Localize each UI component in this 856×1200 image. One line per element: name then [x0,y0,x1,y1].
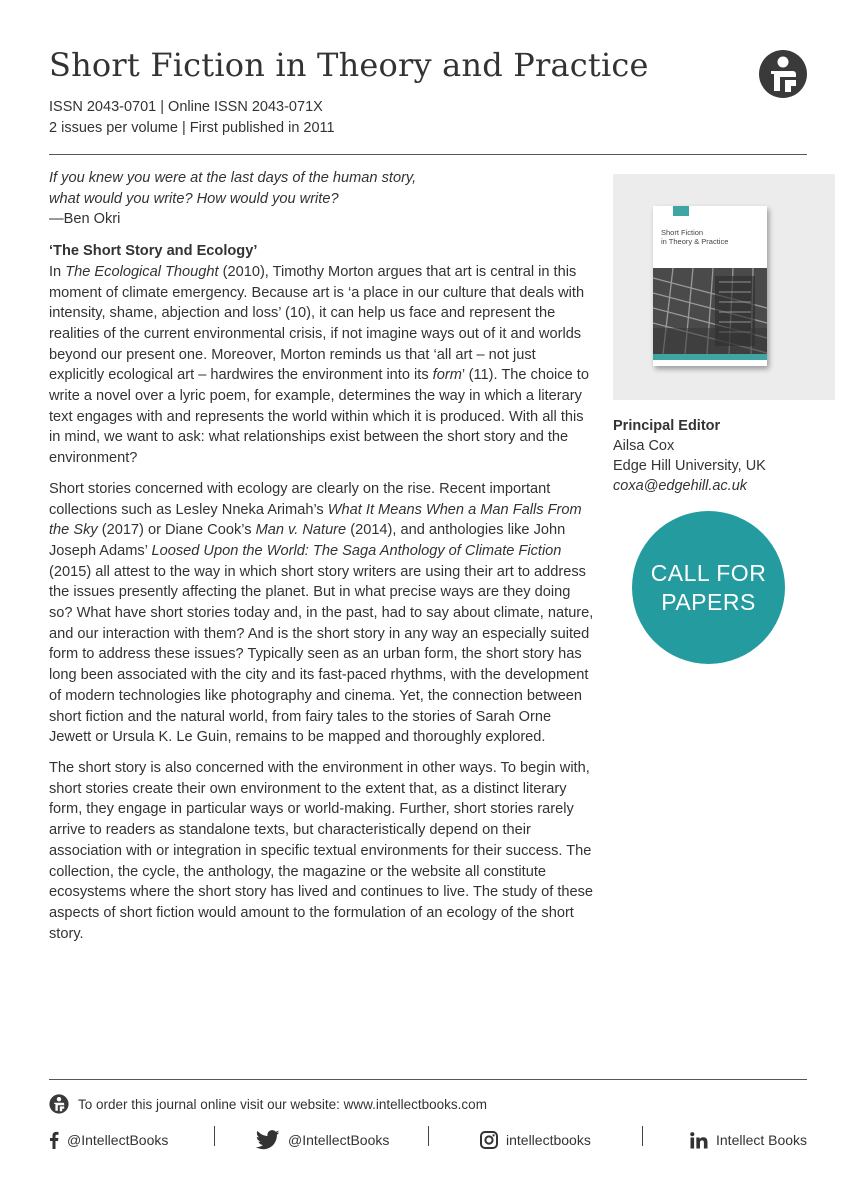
twitter-link[interactable]: @IntellectBooks [256,1126,389,1154]
order-text[interactable]: To order this journal online visit our website: www.intellectbooks.com [78,1096,487,1112]
cover-photo-image [653,268,767,354]
cover-tab [673,206,689,216]
instagram-icon [480,1131,498,1149]
facebook-link[interactable]: @IntellectBooks [49,1126,168,1154]
order-line [49,1094,487,1114]
instagram-link[interactable]: intellectbooks [480,1126,591,1154]
epigraph-line-1: If you knew you were at the last days of the human story, [49,170,417,186]
editor-info [613,416,766,496]
intellect-small-logo-icon [49,1094,69,1114]
editor-email[interactable]: coxa@edgehill.ac.uk [613,478,748,494]
call-for-papers-badge: CALL FOR PAPERS [632,511,785,664]
cover-footer-band [653,354,767,360]
editor-name: Ailsa Cox [613,438,675,454]
paragraph-2: Short stories concerned with ecology are clearly on the rise. Recent important collections such as Lesley Nneka Arimah’s What It Means When a Man Falls From the Sky (2017) or Diane Cook’s Man v. Nature (2014), and anthologies like John Joseph Adams’ Loosed Upon the World: The Saga Anthology of Climate Fiction (2015) all attest to the way in which short story writers are using their art to address the issues presently affecting the planet. But in what precise ways are they doing so? What have short stories today and, in the past, had to say about climate, nature, and our interaction with them? And is the short story in any way an especially suited form to address these issues? Typically seen as an urban form, the short story has long been associated with the city and its fast-paced rhythms, with the development of modern technologies like photography and cinema. Yet, the connection between short fiction and the natural world, from fairy tales to the stories of Sarah Orne Jewett or Ursula K. Le Guin, remains to be mapped and thoroughly explored. [49,480,594,746]
cover-title: Short Fiction in Theory & Practice [661,228,729,246]
paragraph-3: The short story is also concerned with the environment in other ways. To begin with, short stories create their own environment to the extent that, as a distinct literary form, they engage in particular ways or world-making. Further, short stories rarely arrive to readers as standalone texts, but characteristically depend on their association with or integration in specific textual environments for their success. The collection, the cycle, the anthology, the magazine or the website all constitute ecosystems where the short story has lived and continues to live. The study of these aspects of short fiction would amount to the formulation of an ecology of the short story. [49,759,594,942]
issues-line: 2 issues per volume | First published in 2011 [49,120,335,136]
journal-title: Short Fiction in Theory and Practice [49,46,649,84]
facebook-icon [49,1131,59,1149]
section-heading: ‘The Short Story and Ecology’ [49,243,258,260]
twitter-icon [256,1130,280,1150]
paragraph-1: In The Ecological Thought (2010), Timothy Morton argues that art is central in this moment of climate emergency. Because art is ‘a place in our culture that deals with intensity, shame, abjection and loss’ (10), it can help us face and represent the realities of the current environmental crisis, if not imagine ways out of it and worlds beyond our present one. Moreover, Morton reminds us that ‘all art – not just explicitly ecological art – hardwires the environment into its form’ (11). The choice to write a novel over a lyric poem, for example, determines the way in which a literary text engages with and represents the world within which it is produced. With all this in mind, we want to ask: what relationships exist between the short story and the environment? [49,263,589,467]
journal-cover-panel [613,174,835,400]
epigraph-line-2: what would you write? How would you write? [49,190,339,207]
intellect-logo-icon [758,49,808,99]
linkedin-icon [690,1132,708,1149]
footer-separator [428,1126,429,1146]
linkedin-link[interactable]: Intellect Books [690,1126,807,1154]
main-text [49,168,594,954]
header-divider [49,154,807,155]
issn-line: ISSN 2043-0701 | Online ISSN 2043-071X [49,99,323,115]
journal-cover [653,206,767,366]
footer-separator [642,1126,643,1146]
footer-separator [214,1126,215,1146]
editor-affiliation: Edge Hill University, UK [613,458,766,474]
editor-role: Principal Editor [613,418,721,434]
epigraph-author: —Ben Okri [49,211,121,228]
footer-divider [49,1079,807,1080]
